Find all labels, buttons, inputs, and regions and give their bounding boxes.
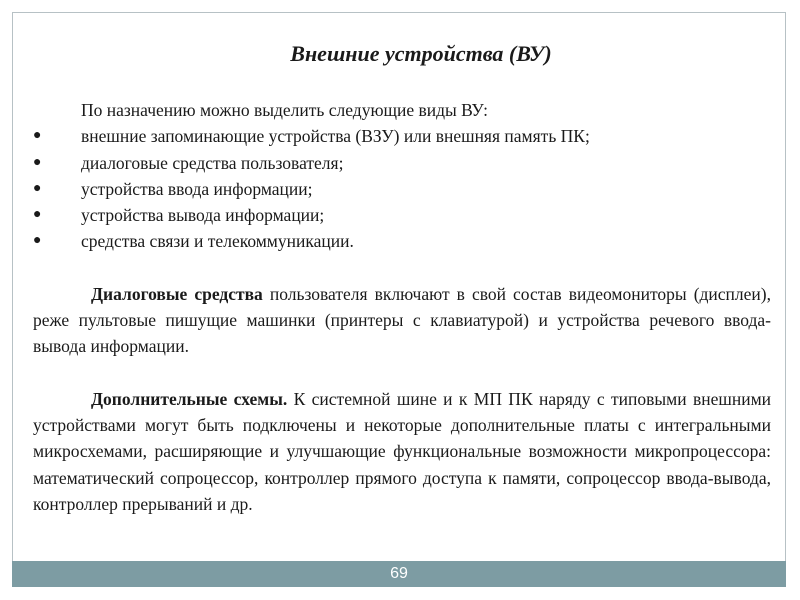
list-item [33, 202, 771, 228]
list-item-text: внешние запоминающие устройства (ВЗУ) или внешняя память ПК; [81, 126, 590, 147]
page-number: 69 [390, 565, 408, 582]
list-item [33, 228, 771, 254]
intro-text: По назначению можно выделить следующие виды ВУ: [81, 100, 489, 120]
bullet-icon: ● [33, 233, 42, 249]
paragraph-text: пользователя включают в свой состав видеомониторы (дисплеи), реже пультовые пишущие машинки (принтеры с клавиатурой) и устройства речевого ввода-вывода информации. [33, 283, 771, 357]
additional-circuits-paragraph [33, 386, 771, 517]
device-types-list [33, 123, 771, 254]
paragraph-text: К системной шине и к МП ПК наряду с типовыми внешними устройствами могут быть подключены и некоторые дополнительные платы с интегральными микросхемами, расширяющие и улучшающие функциональные возможности микропроцессора: математический сопроцессор, контроллер прямого доступа к памяти, сопроцессор ввода-вывода, контроллер прерываний и др. [33, 388, 772, 514]
list-item-text: устройства ввода информации; [81, 178, 313, 199]
bullet-icon: ● [33, 207, 42, 223]
list-item-text: диалоговые средства пользователя; [81, 152, 344, 173]
paragraph-lead: Диалоговые средства [91, 283, 263, 304]
slide-frame [12, 12, 786, 586]
list-item-text: средства связи и телекоммуникации. [81, 231, 354, 252]
list-item [33, 123, 771, 149]
dialog-means-paragraph [33, 281, 771, 360]
slide-content [33, 97, 771, 517]
bullet-icon: ● [33, 128, 42, 144]
paragraph-lead: Дополнительные схемы. [91, 388, 288, 409]
list-item-text: устройства вывода информации; [81, 205, 325, 226]
bullet-icon: ● [33, 154, 42, 170]
list-item [33, 150, 771, 176]
bullet-icon: ● [33, 180, 42, 196]
list-item [33, 176, 771, 202]
slide-title: Внешние устройства (ВУ) [290, 41, 552, 66]
footer-bar [12, 561, 786, 587]
